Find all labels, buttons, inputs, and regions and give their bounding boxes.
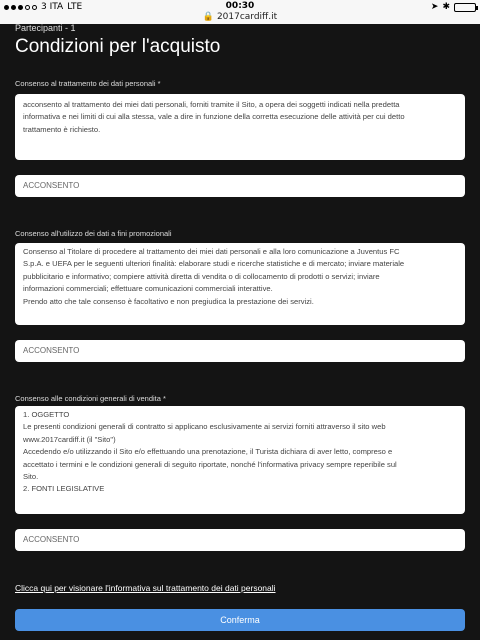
sales-conditions-box[interactable] (15, 406, 465, 514)
privacy-policy-link[interactable]: Clicca qui per visionare l'informativa sul trattamento dei dati personali (15, 583, 276, 593)
terms-line: informazioni commerciali; effettuare comunicazioni commerciali interattive. (23, 284, 273, 294)
terms-line: Sito. (23, 472, 39, 482)
terms-line: 1. OGGETTO (23, 410, 70, 419)
lock-icon: 🔒 (202, 12, 215, 22)
personal-data-terms-box[interactable] (15, 94, 465, 160)
promo-consent-label: Consenso all'utilizzo dei dati a fini promozionali (15, 229, 172, 238)
status-bar (0, 0, 480, 24)
terms-line: 2. FONTI LEGISLATIVE (23, 484, 105, 494)
participants-label: Partecipanti - 1 (15, 23, 76, 33)
network-label: LTE (67, 2, 83, 12)
terms-line: Consenso al Titolare di procedere al trattamento dei miei dati personali e alla loro comunicazione a Juventus FC (23, 247, 400, 256)
bluetooth-icon: ✱ (442, 2, 450, 12)
terms-line: trattamento è richiesto. (23, 124, 101, 134)
terms-line: S.p.A. e UEFA per le seguenti ulteriori finalità: elaborare studi e ricerche statistiche e di mercato; inviare materiale (23, 259, 405, 269)
promo-terms-box[interactable] (15, 243, 465, 325)
terms-line: Le presenti condizioni generali di contratto si applicano esclusivamente ai servizi forniti attraverso il sito web (23, 422, 386, 432)
terms-line: acconsento al trattamento dei miei dati personali, forniti tramite il Sito, a opera dei soggetti indicati nella predetta (23, 100, 400, 109)
location-icon: ➤ (430, 2, 439, 12)
clock: 00:30 (225, 1, 255, 11)
terms-line: accettato i termini e le condizioni generali di seguito riportate, nonché l'informativa privacy sempre reperibile sul (23, 459, 397, 469)
promo-consent-select[interactable]: ACCONSENTO (15, 340, 465, 362)
address-bar[interactable] (0, 12, 480, 22)
carrier-label: 3 ITA (41, 2, 64, 12)
url-text: 2017cardiff.it (216, 12, 278, 22)
terms-line: pubblicitario e informativo; compiere attività diretta di vendita o di collocamento di prodotti o servizi; inviare (23, 271, 380, 281)
terms-line: informativa e nei limiti di cui alla stessa, vale a dire in funzione della corretta esecuzione delle attività per cui detto (23, 112, 405, 122)
terms-line: Prendo atto che tale consenso è facoltativo e non pregiudica la prestazione dei servizi. (23, 296, 314, 306)
personal-data-consent-label: Consenso al trattamento dei dati personali * (15, 79, 161, 88)
sales-conditions-consent-select[interactable]: ACCONSENTO (15, 529, 465, 551)
page-title: Condizioni per l'acquisto (15, 36, 221, 57)
battery-icon (454, 3, 476, 12)
terms-line: Accedendo e/o utilizzando il Sito e/o effettuando una prenotazione, il Turista dichiara di aver letto, compreso e (23, 447, 393, 457)
confirm-button[interactable]: Conferma (15, 609, 465, 631)
terms-line: www.2017cardiff.it (il "Sito") (23, 434, 116, 444)
personal-data-consent-select[interactable]: ACCONSENTO (15, 175, 465, 197)
status-right (431, 2, 476, 12)
sales-conditions-label: Consenso alle condizioni generali di vendita * (15, 394, 166, 403)
